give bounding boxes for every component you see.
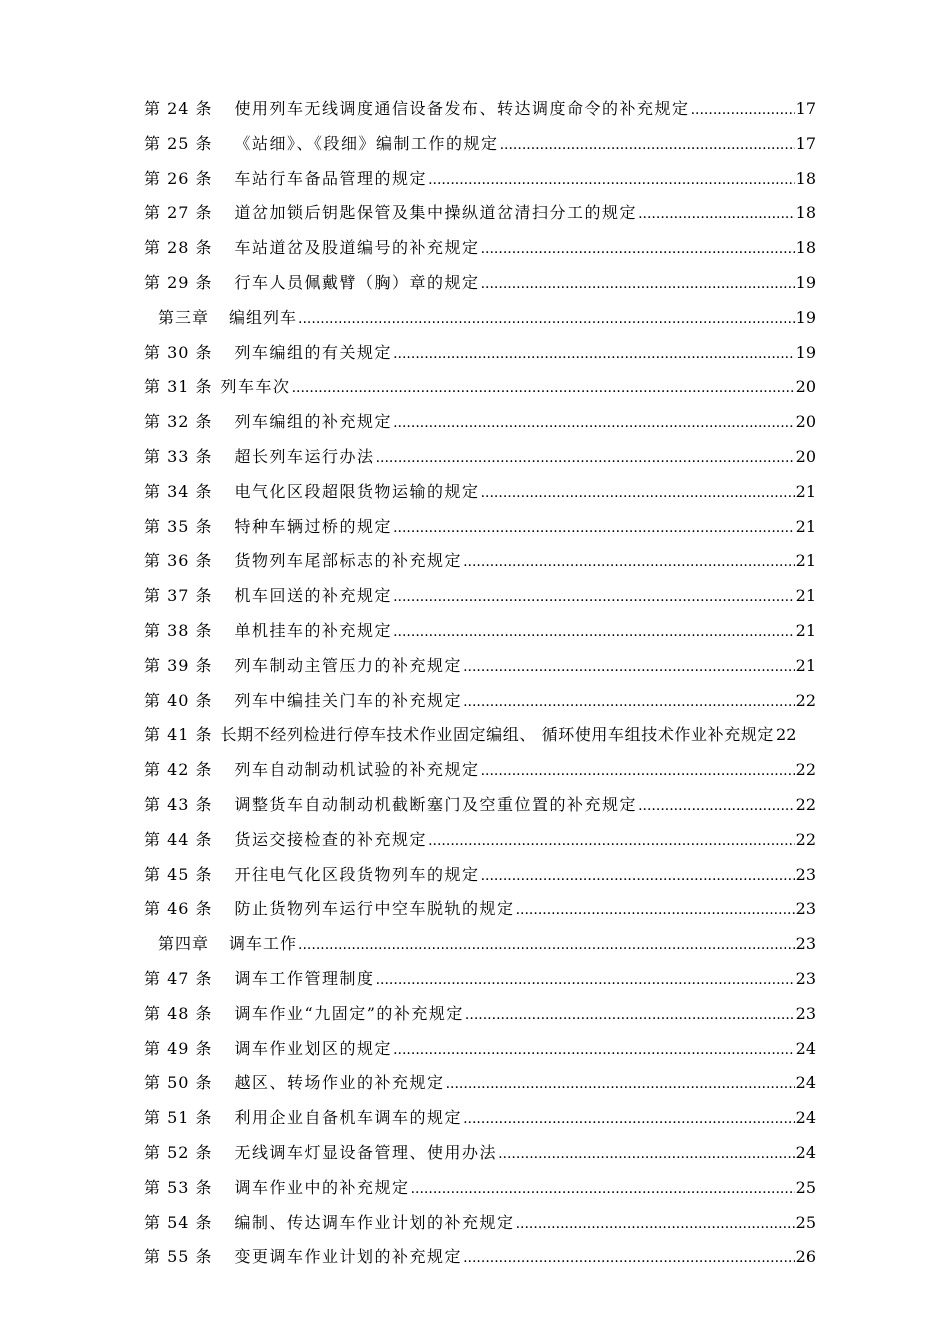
toc-entry[interactable] bbox=[144, 127, 816, 162]
toc-leader-dots bbox=[481, 859, 795, 894]
toc-entry-page: 18 bbox=[795, 203, 816, 223]
toc-chapter-entry[interactable] bbox=[144, 301, 816, 336]
toc-entry-title: 列车车次 bbox=[220, 377, 291, 397]
table-of-contents bbox=[144, 92, 816, 1275]
toc-leader-dots bbox=[393, 406, 795, 441]
toc-entry-number: 第 43 条 bbox=[144, 794, 213, 814]
toc-entry[interactable] bbox=[144, 440, 816, 475]
toc-entry-number: 第 52 条 bbox=[144, 1142, 213, 1162]
toc-entry-title: 列车编组的有关规定 bbox=[234, 342, 393, 362]
toc-entry-number: 第 42 条 bbox=[144, 760, 213, 780]
toc-entry-title: 越区、转场作业的补充规定 bbox=[234, 1073, 445, 1093]
toc-leader-dots bbox=[638, 789, 795, 824]
toc-leader-dots bbox=[376, 441, 795, 476]
toc-entry-number: 第 25 条 bbox=[144, 133, 213, 153]
toc-leader-dots bbox=[298, 928, 795, 963]
toc-entry[interactable] bbox=[144, 997, 816, 1032]
toc-entry-number: 第 29 条 bbox=[144, 272, 213, 292]
toc-entry[interactable] bbox=[144, 788, 816, 823]
toc-entry-number: 第 27 条 bbox=[144, 203, 213, 223]
toc-entry-title: 列车自动制动机试验的补充规定 bbox=[234, 760, 480, 780]
toc-entry-title: 车站道岔及股道编号的补充规定 bbox=[234, 238, 480, 258]
toc-leader-dots bbox=[465, 998, 795, 1033]
toc-entry[interactable] bbox=[144, 196, 816, 231]
toc-entry-page: 23 bbox=[795, 864, 816, 884]
toc-entry[interactable] bbox=[144, 1240, 816, 1275]
toc-entry-title: 单机挂车的补充规定 bbox=[234, 620, 393, 640]
toc-entry-number: 第 49 条 bbox=[144, 1038, 213, 1058]
toc-entry-page: 25 bbox=[795, 1212, 816, 1232]
toc-entry[interactable] bbox=[144, 1171, 816, 1206]
toc-entry[interactable] bbox=[144, 475, 816, 510]
toc-leader-dots bbox=[481, 232, 795, 267]
toc-entry[interactable] bbox=[144, 579, 816, 614]
toc-entry-title: 超长列车运行办法 bbox=[234, 446, 375, 466]
toc-entry[interactable] bbox=[144, 231, 816, 266]
toc-entry-number: 第 53 条 bbox=[144, 1177, 213, 1197]
toc-leader-dots bbox=[463, 685, 795, 720]
toc-entry-number: 第 51 条 bbox=[144, 1108, 213, 1128]
toc-entry-title: 长期不经列检进行停车技术作业固定编组、 循环使用车组技术作业补充规定 bbox=[220, 725, 775, 745]
toc-entry[interactable] bbox=[144, 684, 816, 719]
toc-entry[interactable] bbox=[144, 510, 816, 545]
toc-entry-title: 调车工作管理制度 bbox=[234, 968, 375, 988]
toc-entry-number: 第 31 条 bbox=[144, 377, 213, 397]
toc-entry[interactable] bbox=[144, 1032, 816, 1067]
toc-entry-number: 第 35 条 bbox=[144, 516, 213, 536]
toc-leader-dots bbox=[498, 1137, 795, 1172]
toc-entry-title: 无线调车灯显设备管理、使用办法 bbox=[234, 1142, 498, 1162]
toc-entry-number: 第三章 bbox=[158, 307, 210, 327]
toc-leader-dots bbox=[393, 337, 795, 372]
toc-entry-number: 第 54 条 bbox=[144, 1212, 213, 1232]
toc-leader-dots bbox=[393, 615, 795, 650]
toc-entry-page: 20 bbox=[795, 377, 816, 397]
toc-entry-title: 编组列车 bbox=[229, 307, 298, 327]
toc-leader-dots bbox=[393, 580, 795, 615]
toc-entry[interactable] bbox=[144, 162, 816, 197]
toc-entry-page: 24 bbox=[795, 1038, 816, 1058]
toc-leader-dots bbox=[446, 1067, 795, 1102]
toc-entry-title: 列车中编挂关门车的补充规定 bbox=[234, 690, 463, 710]
toc-leader-dots bbox=[393, 1033, 795, 1068]
toc-entry-number: 第 36 条 bbox=[144, 551, 213, 571]
toc-entry-page: 24 bbox=[795, 1142, 816, 1162]
toc-entry-page: 21 bbox=[795, 481, 816, 501]
toc-leader-dots bbox=[463, 650, 795, 685]
toc-leader-dots bbox=[428, 824, 795, 859]
toc-entry-number: 第 30 条 bbox=[144, 342, 213, 362]
toc-entry[interactable] bbox=[144, 892, 816, 927]
toc-entry-number: 第 39 条 bbox=[144, 655, 213, 675]
toc-entry-title: 防止货物列车运行中空车脱轨的规定 bbox=[234, 899, 515, 919]
toc-entry-page: 23 bbox=[795, 968, 816, 988]
toc-leader-dots bbox=[516, 1207, 795, 1242]
toc-entry-number: 第 55 条 bbox=[144, 1247, 213, 1267]
toc-entry[interactable] bbox=[144, 753, 816, 788]
toc-entry-number: 第 33 条 bbox=[144, 446, 213, 466]
toc-entry-title: 列车编组的补充规定 bbox=[234, 412, 393, 432]
toc-leader-dots bbox=[292, 371, 795, 406]
toc-leader-dots bbox=[463, 1241, 795, 1276]
toc-leader-dots bbox=[481, 267, 795, 302]
toc-entry-page: 18 bbox=[795, 238, 816, 258]
toc-entry-number: 第 46 条 bbox=[144, 899, 213, 919]
toc-entry-number: 第 44 条 bbox=[144, 829, 213, 849]
toc-entry-title: 车站行车备品管理的规定 bbox=[234, 168, 428, 188]
toc-entry-page: 19 bbox=[795, 307, 816, 327]
toc-entry[interactable] bbox=[144, 614, 816, 649]
toc-entry-number: 第 34 条 bbox=[144, 481, 213, 501]
toc-entry-page: 20 bbox=[795, 412, 816, 432]
toc-leader-dots bbox=[500, 128, 795, 163]
toc-entry[interactable] bbox=[144, 92, 816, 127]
toc-leader-dots bbox=[481, 754, 795, 789]
toc-entry-title: 调车作业划区的规定 bbox=[234, 1038, 393, 1058]
toc-entry-title: 行车人员佩戴臂（胸）章的规定 bbox=[234, 272, 480, 292]
toc-entry-number: 第 26 条 bbox=[144, 168, 213, 188]
toc-entry-page: 19 bbox=[795, 272, 816, 292]
toc-entry[interactable] bbox=[144, 1206, 816, 1241]
toc-entry-page: 21 bbox=[795, 586, 816, 606]
toc-entry[interactable] bbox=[144, 718, 816, 753]
toc-entry-page: 19 bbox=[795, 342, 816, 362]
toc-entry-title: 调整货车自动制动机截断塞门及空重位置的补充规定 bbox=[234, 794, 638, 814]
toc-entry-page: 17 bbox=[795, 133, 816, 153]
toc-entry-number: 第 50 条 bbox=[144, 1073, 213, 1093]
toc-entry[interactable] bbox=[144, 370, 816, 405]
toc-entry-title: 《站细》、《段细》编制工作的规定 bbox=[234, 133, 499, 153]
toc-entry-number: 第 32 条 bbox=[144, 412, 213, 432]
toc-entry[interactable] bbox=[144, 336, 816, 371]
toc-entry-page: 18 bbox=[795, 168, 816, 188]
toc-entry[interactable] bbox=[144, 266, 816, 301]
toc-leader-dots bbox=[638, 197, 795, 232]
toc-leader-dots bbox=[463, 1102, 795, 1137]
toc-entry-title: 使用列车无线调度通信设备发布、转达调度命令的补充规定 bbox=[234, 99, 690, 118]
toc-entry[interactable] bbox=[144, 649, 816, 684]
toc-entry-page: 21 bbox=[795, 620, 816, 640]
toc-entry-page: 22 bbox=[776, 725, 797, 745]
toc-entry-title: 机车回送的补充规定 bbox=[234, 586, 393, 606]
toc-leader-dots bbox=[463, 545, 795, 580]
toc-entry[interactable] bbox=[144, 1136, 816, 1171]
toc-entry-number: 第 24 条 bbox=[144, 99, 213, 118]
toc-leader-dots bbox=[481, 476, 795, 511]
toc-entry-title: 开往电气化区段货物列车的规定 bbox=[234, 864, 480, 884]
toc-entry-number: 第 45 条 bbox=[144, 864, 213, 884]
toc-entry[interactable] bbox=[144, 962, 816, 997]
toc-entry[interactable] bbox=[144, 405, 816, 440]
toc-entry-page: 22 bbox=[795, 794, 816, 814]
toc-entry-page: 21 bbox=[795, 655, 816, 675]
toc-entry-page: 21 bbox=[795, 516, 816, 536]
toc-entry-page: 22 bbox=[795, 829, 816, 849]
toc-entry-page: 24 bbox=[795, 1108, 816, 1128]
toc-entry-title: 道岔加锁后钥匙保管及集中操纵道岔清扫分工的规定 bbox=[234, 203, 638, 223]
toc-entry-page: 23 bbox=[795, 899, 816, 919]
toc-entry-number: 第 40 条 bbox=[144, 690, 213, 710]
toc-entry-number: 第四章 bbox=[158, 934, 210, 954]
toc-entry-page: 25 bbox=[795, 1177, 816, 1197]
toc-leader-dots bbox=[376, 963, 795, 998]
toc-entry-title: 变更调车作业计划的补充规定 bbox=[234, 1247, 463, 1267]
toc-entry-page: 23 bbox=[795, 1003, 816, 1023]
toc-entry[interactable] bbox=[144, 544, 816, 579]
toc-entry-title: 利用企业自备机车调车的规定 bbox=[234, 1108, 463, 1128]
toc-leader-dots bbox=[393, 511, 795, 546]
toc-entry[interactable] bbox=[144, 1101, 816, 1136]
toc-entry-title: 货运交接检查的补充规定 bbox=[234, 829, 428, 849]
toc-entry[interactable] bbox=[144, 823, 816, 858]
toc-entry-page: 20 bbox=[795, 446, 816, 466]
toc-entry-title: 列车制动主管压力的补充规定 bbox=[234, 655, 463, 675]
toc-entry-title: 货物列车尾部标志的补充规定 bbox=[234, 551, 463, 571]
toc-leader-dots bbox=[516, 893, 795, 928]
toc-entry-number: 第 37 条 bbox=[144, 586, 213, 606]
toc-entry-title: 调车工作 bbox=[229, 934, 298, 954]
toc-entry[interactable] bbox=[144, 1066, 816, 1101]
toc-entry-page: 26 bbox=[795, 1247, 816, 1267]
toc-entry-page: 21 bbox=[795, 551, 816, 571]
toc-entry-title: 特种车辆过桥的规定 bbox=[234, 516, 393, 536]
toc-leader-dots bbox=[691, 93, 795, 128]
toc-leader-dots bbox=[298, 302, 795, 337]
toc-entry-number: 第 47 条 bbox=[144, 968, 213, 988]
toc-entry-page: 17 bbox=[795, 99, 816, 118]
toc-entry-number: 第 41 条 bbox=[144, 725, 213, 745]
toc-entry-page: 22 bbox=[795, 760, 816, 780]
toc-entry-page: 22 bbox=[795, 690, 816, 710]
toc-chapter-entry[interactable] bbox=[144, 927, 816, 962]
toc-entry-number: 第 38 条 bbox=[144, 620, 213, 640]
toc-entry-title: 调车作业“九固定”的补充规定 bbox=[234, 1003, 464, 1023]
toc-entry-number: 第 28 条 bbox=[144, 238, 213, 258]
toc-entry-page: 23 bbox=[795, 934, 816, 954]
toc-entry-page: 24 bbox=[795, 1073, 816, 1093]
toc-leader-dots bbox=[411, 1172, 795, 1207]
toc-entry-title: 电气化区段超限货物运输的规定 bbox=[234, 481, 480, 501]
toc-entry[interactable] bbox=[144, 858, 816, 893]
toc-entry-title: 调车作业中的补充规定 bbox=[234, 1177, 410, 1197]
toc-entry-number: 第 48 条 bbox=[144, 1003, 213, 1023]
toc-entry-title: 编制、传达调车作业计划的补充规定 bbox=[234, 1212, 515, 1232]
toc-leader-dots bbox=[428, 163, 795, 198]
